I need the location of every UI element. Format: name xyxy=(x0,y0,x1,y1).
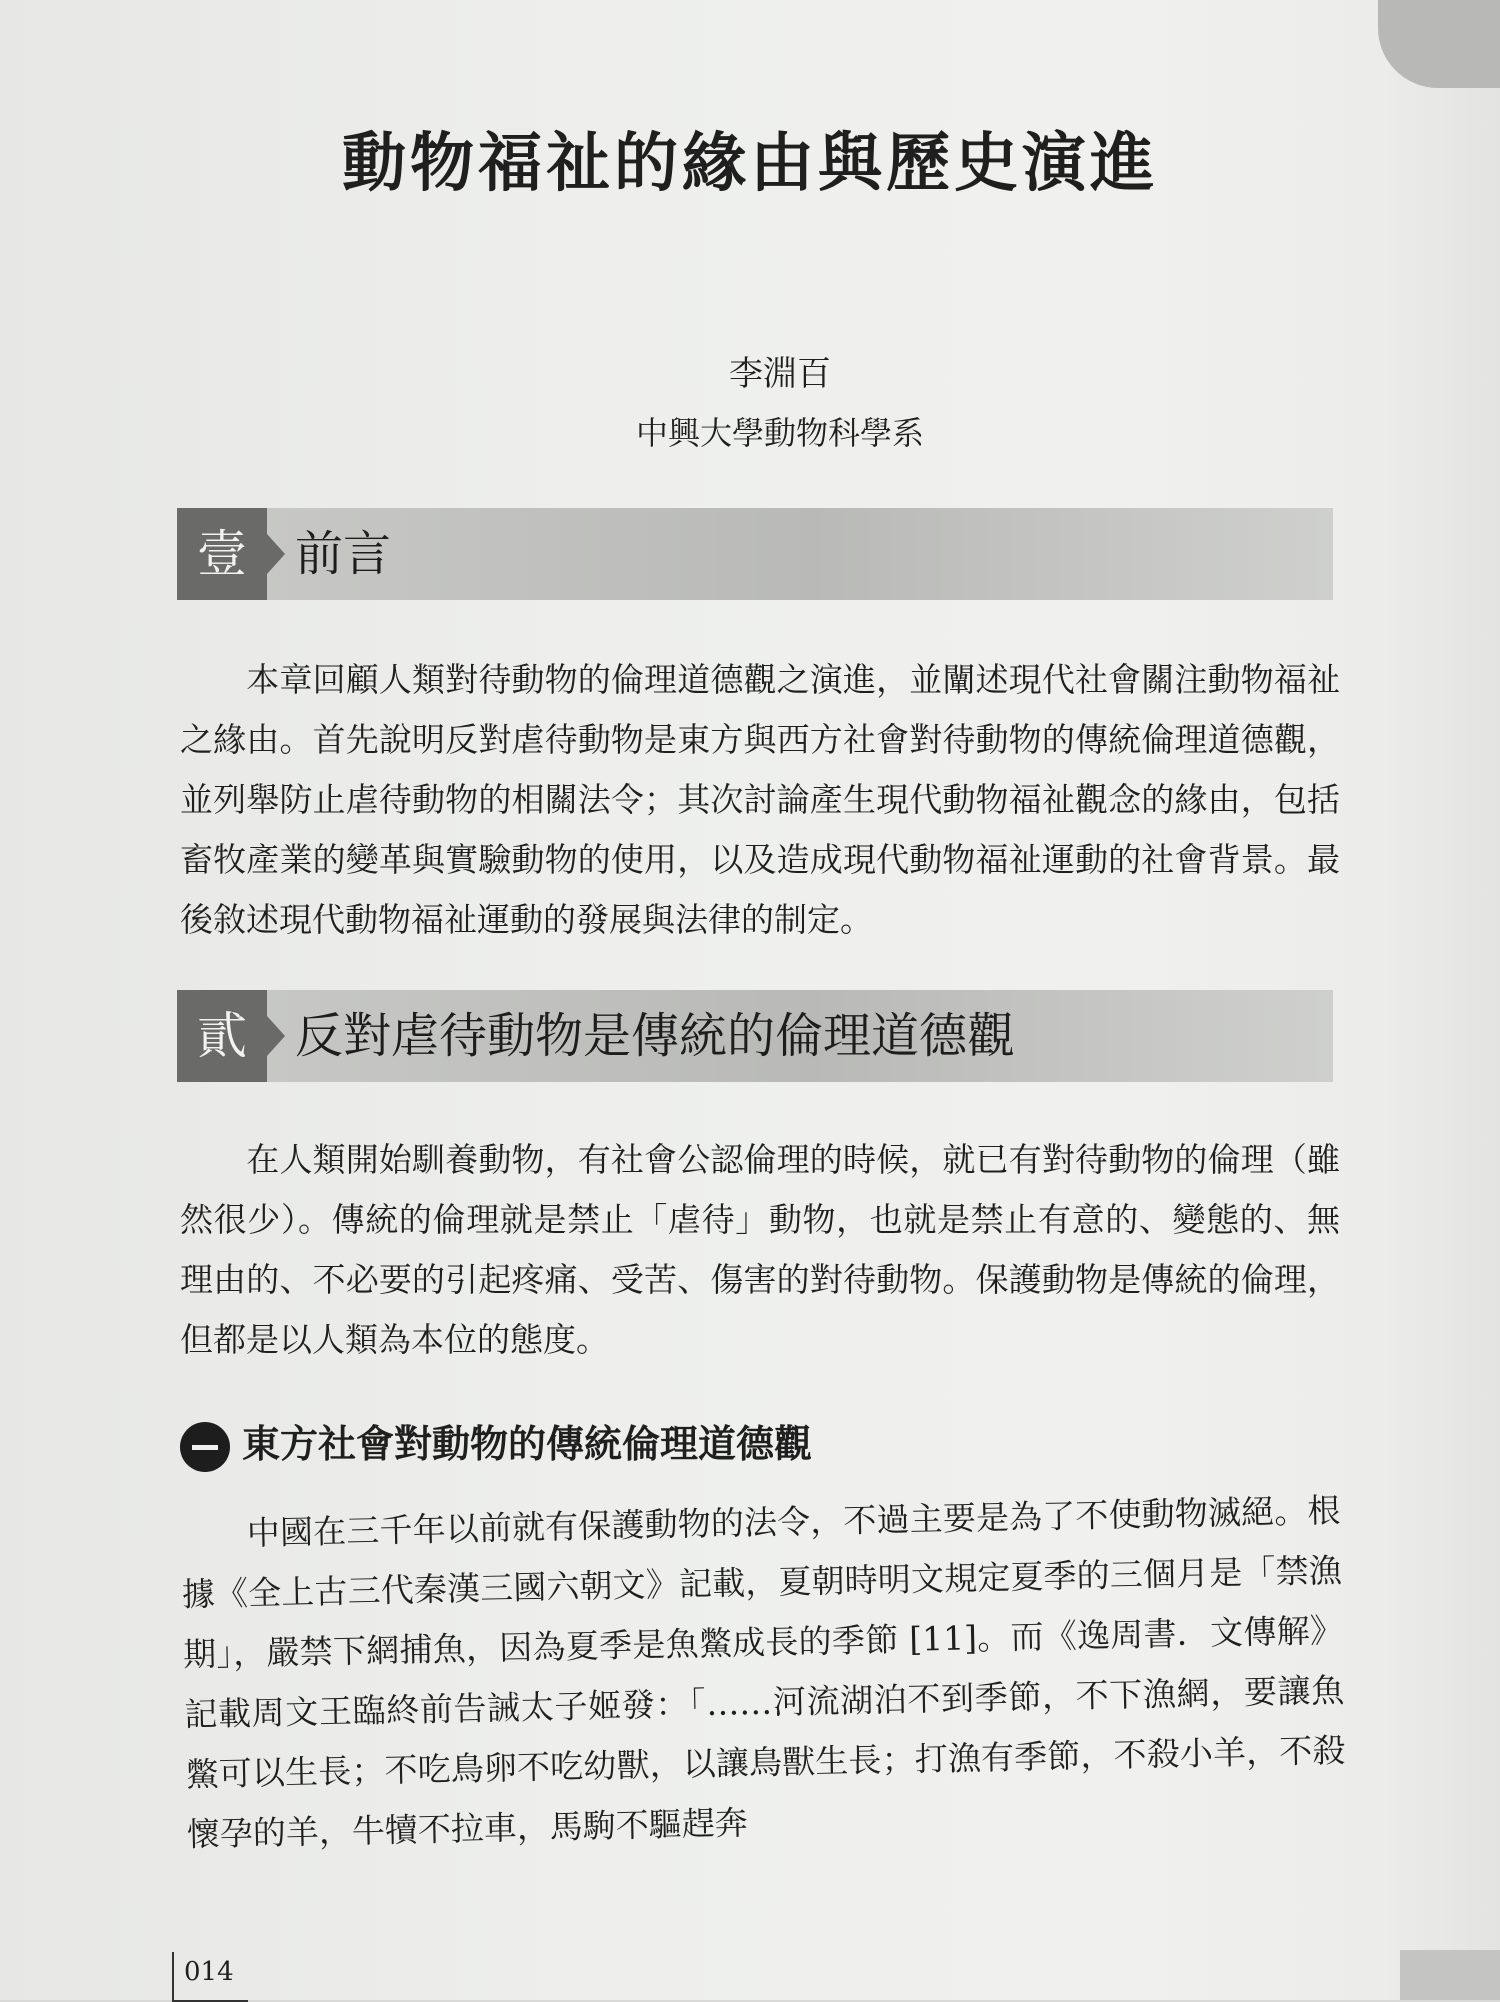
section-heading-text: 前言 xyxy=(295,526,392,582)
chapter-title: 動物福祉的緣由與歷史演進 xyxy=(342,127,1158,201)
subsection-heading xyxy=(180,1416,812,1472)
section-heading-introduction xyxy=(177,508,1333,600)
section-paragraph: 在人類開始馴養動物，有社會公認倫理的時候，就已有對待動物的倫理（雖然很少）。傳統的倫理就是禁止「虐待」動物，也就是禁止有意的、變態的、無理由的、不必要的引起疼痛、受苦、傷害的對待動物。保護動物是傳統的倫理，但都是以人類為本位的態度。 xyxy=(180,1140,1340,1359)
subsection-marker-icon xyxy=(180,1422,230,1472)
author-name: 李淵百 xyxy=(729,354,831,394)
page-edge-tab-top xyxy=(1378,0,1500,88)
subsection-heading-text: 東方社會對動物的傳統倫理道德觀 xyxy=(242,1422,813,1466)
section-number: 貳 xyxy=(177,990,267,1082)
arrow-icon xyxy=(267,1016,285,1056)
section-heading-text: 反對虐待動物是傳統的倫理道德觀 xyxy=(295,1008,1016,1064)
section-number: 壹 xyxy=(177,508,267,600)
section-heading-traditional-ethics xyxy=(177,990,1333,1082)
section-paragraph: 本章回顧人類對待動物的倫理道德觀之演進，並闡述現代社會關注動物福祉之緣由。首先說明反對虐待動物是東方與西方社會對待動物的傳統倫理道德觀，並列舉防止虐待動物的相關法令；其次討論產生現代動物福祉觀念的緣由，包括畜牧產業的變革與實驗動物的使用，以及造成現代動物福祉運動的社會背景。最後敘述現代動物福祉運動的發展與法律的制定。 xyxy=(180,660,1340,939)
author-affiliation: 中興大學動物科學系 xyxy=(635,414,924,452)
page-edge-tab-bottom xyxy=(1400,1950,1500,2000)
arrow-icon xyxy=(267,534,285,574)
subsection-paragraph: 中國在三千年以前就有保護動物的法令，不過主要是為了不使動物滅絕。根據《全上古三代秦漢三國六朝文》記載，夏朝時明文規定夏季的三個月是「禁漁期」，嚴禁下網捕魚，因為夏季是魚鱉成長的季節 [11]。而《逸周書．文傳解》記載周文王臨終前告誡太子姬發：「……河流湖泊不到季節，不下漁網，要讓魚鱉可以生長；不吃鳥卵不吃幼獸，以讓鳥獸生長；打漁有季節，不殺小羊，不殺懷孕的羊，牛犢不拉車，馬駒不驅趕奔 xyxy=(180,1490,1346,1854)
page-number: 014 xyxy=(172,1952,248,2002)
